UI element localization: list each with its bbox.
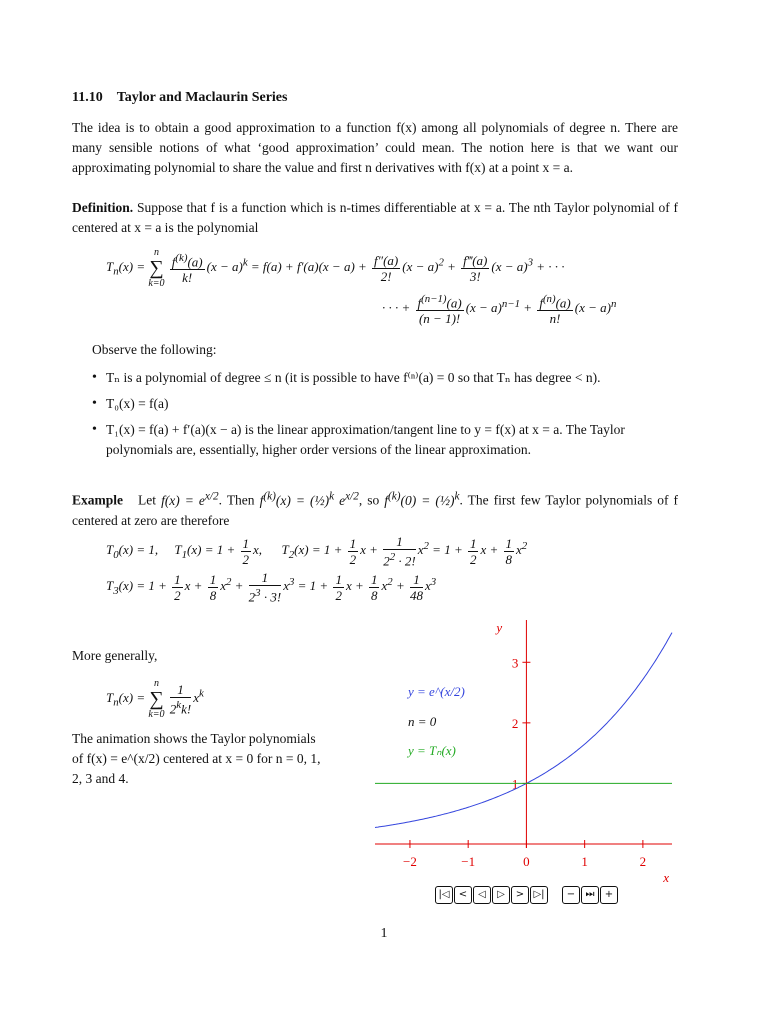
taylor-formula-line2: · · · + $\frac{f^{(n-1)}(a)}{(n - 1)!}$ $(x - a)^{n-1}$ + $\frac{f^{(n)}(a)}{n!}$ $(x - a)^n$ — [382, 293, 617, 327]
observe-text: Observe the following: — [92, 342, 217, 357]
x-tick-label: 1 — [581, 854, 588, 869]
default-speed-icon[interactable]: ⏭ — [581, 886, 599, 904]
example-paragraph: Example Let $f(x) = e^{x/2}$. Then $f^{(k)}(x)$ = (½)$^k$ $e^{x/2}$, so $f^{(k)}(0)$ = (½)$^k$. The first few Taylor polynomials of f centered at zero are therefore — [72, 490, 678, 528]
y-tick-label: 1 — [511, 776, 519, 792]
y-tick-label: 2 — [511, 715, 519, 731]
first-frame-icon[interactable]: |◁ — [435, 886, 453, 904]
intro-paragraph: The idea is to obtain a good approximation to a function f(x) among all polynomials of degree n. There are many sensible notions of what ‘good approximation’ could mean. The notion here is that we want our approximating polynomial to share the value and first n derivatives with f(x) at a point x = a. — [72, 120, 678, 175]
step-back-icon[interactable]: < — [454, 886, 472, 904]
bullet-item: • T₀(x) = f(a) — [92, 394, 678, 414]
x-tick-label: 2 — [639, 854, 647, 869]
y-tick-label: 3 — [511, 655, 519, 671]
section-title — [72, 90, 287, 106]
example-formulas-1: $T_0(x) = 1$, $T_1(x) = 1$ + $\frac{1}{2}$ x, $T_2(x) = 1$ + $\frac{1}{2}$ x + $\frac{1}{2^2 \cdot 2!}$ $x^2 = 1$ + $\frac{1}{2}$ x + $\frac{1}{8}$ $x^2$ — [106, 534, 528, 569]
slower-icon[interactable]: − — [562, 886, 580, 904]
bullet-list — [92, 368, 678, 466]
page-number: 1 — [380, 926, 388, 941]
faster-icon[interactable]: + — [600, 886, 618, 904]
n-label: n = 0 — [408, 714, 437, 729]
play-icon[interactable]: ▷ — [492, 886, 510, 904]
play-reverse-icon[interactable]: ◁ — [473, 886, 491, 904]
exp-label: y = e^(x/2) — [408, 684, 465, 699]
step-forward-icon[interactable]: > — [511, 886, 529, 904]
section-name: Taylor and Maclaurin Series — [116, 90, 288, 105]
animation-controls-left — [435, 886, 548, 904]
last-frame-icon[interactable]: ▷| — [530, 886, 548, 904]
section-number: 11.10 — [72, 90, 103, 105]
example-label: Example — [72, 492, 124, 508]
more-generally-text: More generally, — [72, 648, 158, 663]
bullet-item: • Tₙ is a polynomial of degree ≤ n (it is possible to have f⁽ⁿ⁾(a) = 0 so that Tₙ has degree < n). — [92, 368, 678, 388]
animation-text: The animation shows the Taylor polynomials of f(x) = e^(x/2) centered at x = 0 for n = 0, 1, 2, 3 and 4. — [72, 731, 321, 786]
x-tick-label: −2 — [403, 854, 417, 869]
x-tick-label: 0 — [523, 854, 530, 869]
animation-controls-right — [562, 886, 618, 904]
example-text: The first few Taylor polynomials of f centered at zero are therefore — [72, 492, 678, 528]
example-formulas-2: $T_3(x) = 1$ + $\frac{1}{2}$ x + $\frac{1}{8}$ $x^2$ + $\frac{1}{2^3 \cdot 3!}$ $x^3 = 1$ + $\frac{1}{2}$ x + $\frac{1}{8}$ $x^2$ + $\frac{1}{48}$ $x^3$ — [106, 570, 437, 605]
definition-label: Definition. — [72, 200, 134, 215]
taylor-plot — [360, 612, 690, 884]
x-axis-label: x — [663, 870, 670, 884]
definition-text: Suppose that f is a function which is n-times differentiable at x = a. The nth Taylor polynomial of f centered at x = a is the polynomial — [72, 200, 678, 235]
taylor-formula-line1: $T_n(x)$ = n ∑ k=0 $\frac{f^{(k)}(a)}{k!}$ $(x - a)^k = f(a) + f'(a)(x - a)$ + $\frac{f''(a)}{2!}$ $(x - a)^2$ + $\frac{f‴(a)}{3!}$ $(x - a)^3$ + · · · — [106, 247, 565, 289]
definition-paragraph — [72, 198, 678, 238]
taylor-label: y = Tₙ(x) — [408, 743, 456, 758]
y-axis-label: y — [496, 620, 503, 635]
bullet-item: • T₁(x) = f(a) + f′(a)(x − a) is the linear approximation/tangent line to y = f(x) at x = a. The Taylor polynomials are, essentially, higher order versions of the linear approximation. — [92, 420, 678, 460]
x-tick-label: −1 — [461, 854, 476, 869]
general-formula: $T_n(x)$ = n ∑ k=0 $\frac{1}{2^kk!}$ $x^k$ — [106, 678, 204, 720]
